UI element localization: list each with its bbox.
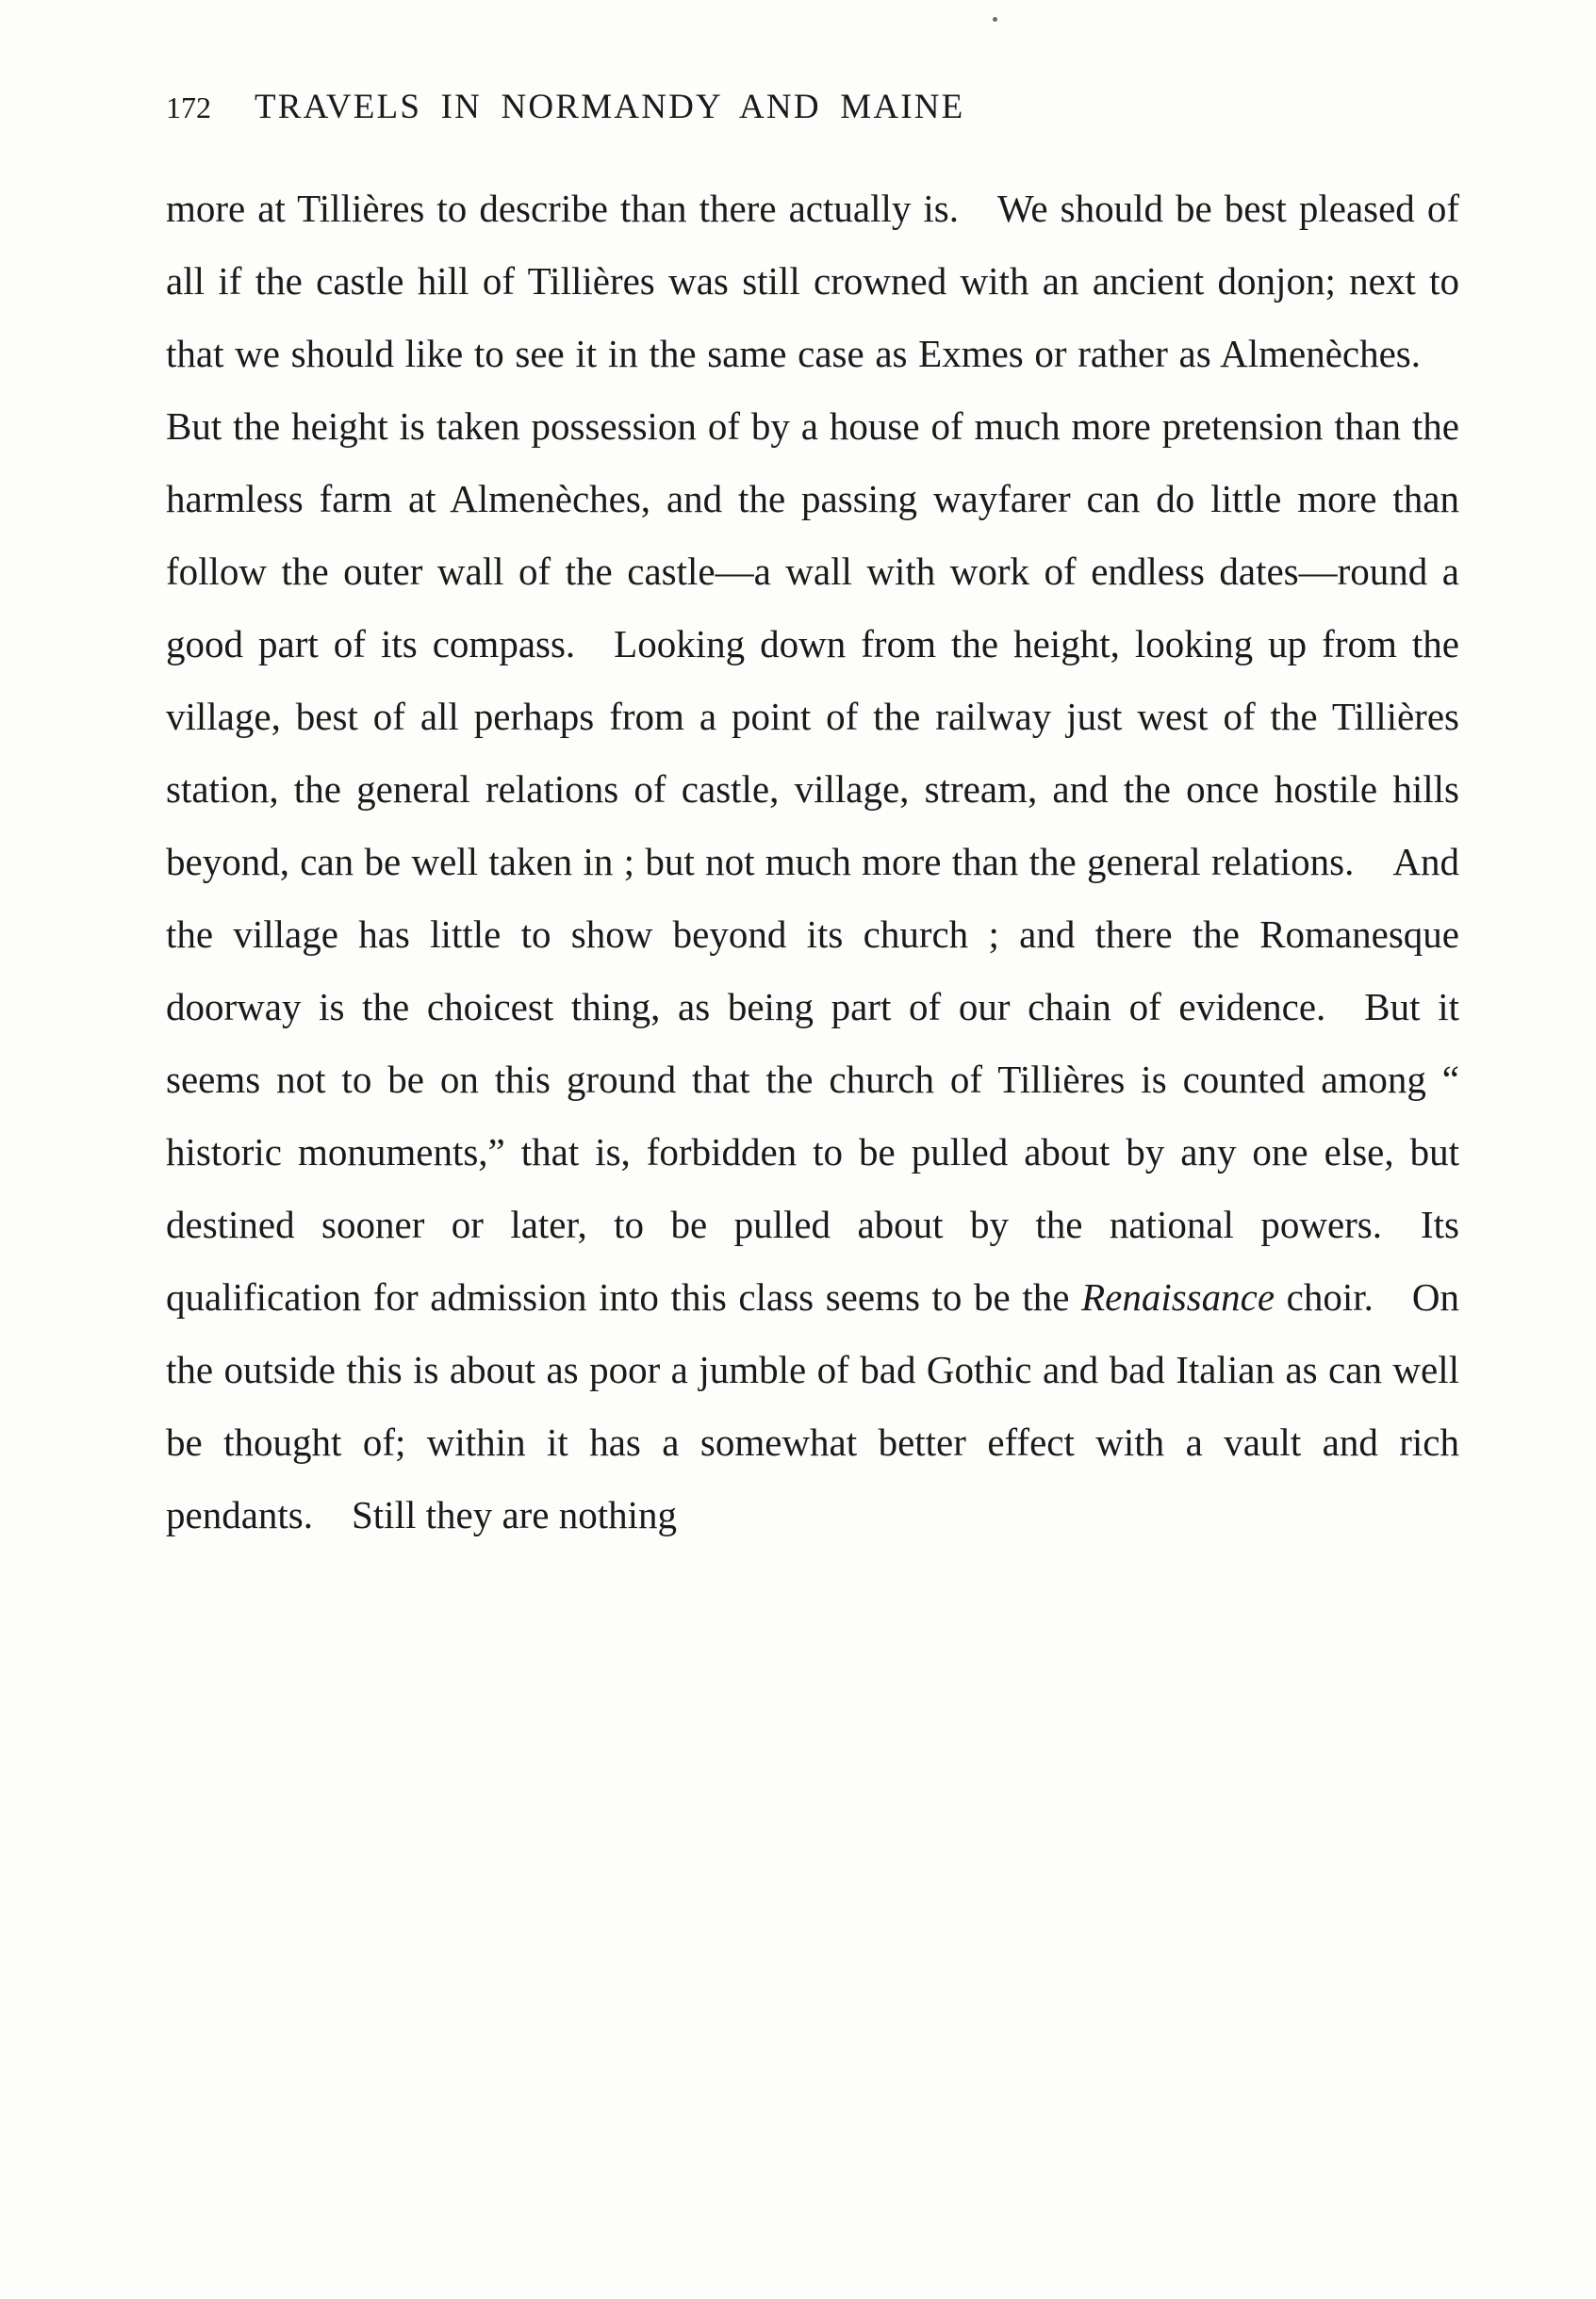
page-number: 172 <box>166 90 211 124</box>
paragraph-text-part-2: choir. On the outside this is about as poor a jumble of bad Gothic and bad Italian as can well be thought of; within it has a somewhat better effect with a vault and rich pendants. Still they are nothing <box>166 1275 1459 1536</box>
paragraph-text-part-1: more at Tillières to describe than there actually is. We should be best pleased of all if the castle hill of Tillières was still crowned with an ancient donjon; next to that we should like to see it in the same case as Exmes or rather as Almenèches. But the height is taken possession of by a house of much more pretension than the harmless farm at Almenèches, and the passing wayfarer can do little more than follow the outer wall of the castle—a wall with work of endless dates—round a good part of its compass. Looking down from the height, looking up from the village, best of all perhaps from a point of the railway just west of the Tillières station, the general relations of castle, village, stream, and the once hostile hills beyond, can be well taken in ; but not much more than the general relations. And the village has little to show beyond its church ; and there the Romanesque doorway is the choicest thing, as being part of our chain of evidence. But it seems not to be on this ground that the church of Tillières is counted among “ historic monuments,” that is, forbidden to be pulled about by any one else, but destined sooner or later, to be pulled about by the national powers. Its qualification for admission into this class seems to be the <box>166 187 1459 1319</box>
running-head <box>166 87 1467 127</box>
body-text <box>166 172 1459 1552</box>
page-speck-artifact <box>993 17 997 22</box>
running-head-title: TRAVELS IN NORMANDY AND MAINE <box>255 88 965 126</box>
page-content <box>166 87 1467 1552</box>
italic-title-renaissance: Renaissance <box>1081 1275 1275 1319</box>
paragraph <box>166 172 1459 1552</box>
